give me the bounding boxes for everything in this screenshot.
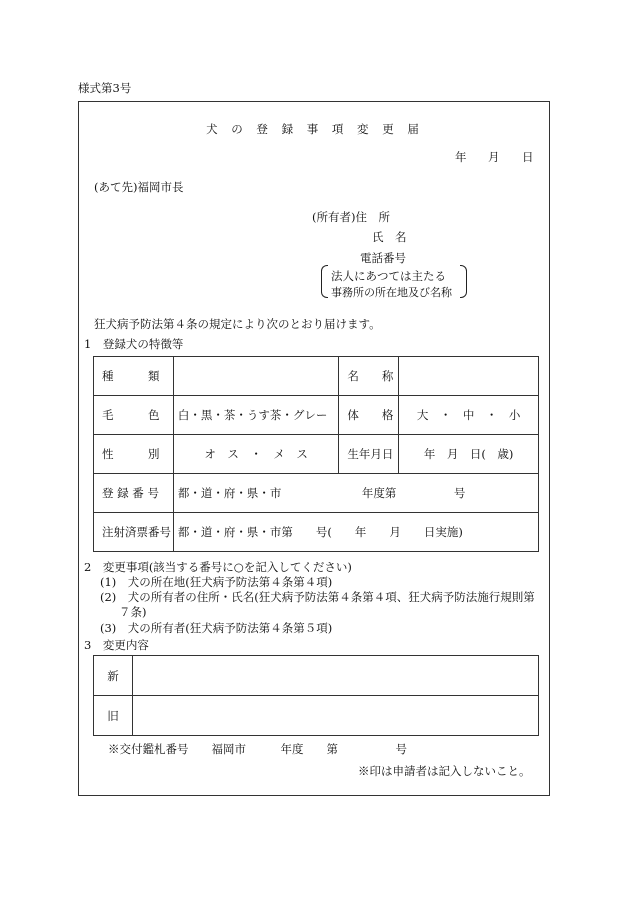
addressee: (あて先)福岡市長 — [94, 180, 184, 194]
footnote: ※印は申請者は記入しないこと。 — [358, 764, 531, 778]
body-size-label: 体 格 — [339, 396, 399, 435]
dog-name-value-cell[interactable] — [399, 357, 539, 396]
table-row — [94, 357, 539, 396]
table-row — [94, 474, 539, 513]
owner-name-label: 氏 名 — [372, 230, 407, 244]
injection-tag-value[interactable]: 都・道・府・県・市第 号( 年 月 日実施) — [173, 513, 538, 552]
change-item-1: (1) 犬の所在地(狂犬病予防法第４条第４項) — [100, 575, 333, 589]
owner-address-label: (所有者)住 所 — [312, 210, 390, 224]
date-month-label: 月 — [488, 150, 500, 164]
change-item-2-cont: ７条) — [119, 605, 147, 619]
body-size-options[interactable]: 大 ・ 中 ・ 小 — [399, 396, 539, 435]
table-row — [94, 435, 539, 474]
new-value-cell[interactable] — [133, 656, 539, 696]
corporation-note-line2: 事務所の所在地及び名称 — [331, 286, 452, 299]
table-row — [94, 396, 539, 435]
form-number: 様式第3号 — [78, 81, 132, 95]
breed-label: 種 類 — [94, 357, 174, 396]
section1-heading: 1 登録犬の特徴等 — [84, 337, 184, 351]
sex-label: 性 別 — [94, 435, 174, 474]
right-bracket — [460, 265, 467, 298]
dog-features-table — [93, 356, 539, 552]
coat-color-options[interactable]: 白・黒・茶・うす茶・グレー — [173, 396, 339, 435]
change-content-table — [93, 655, 539, 736]
section2-heading: 2 変更事項(該当する番号に○を記入してください) — [84, 560, 352, 574]
corporation-note-line1: 法人にあつては主たる — [331, 269, 446, 283]
tag-number-line: ※交付鑑札番号 福岡市 年度 第 号 — [108, 742, 407, 756]
breed-value-cell[interactable] — [173, 357, 339, 396]
sex-options[interactable]: オ ス ・ メ ス — [173, 435, 339, 474]
birthdate-value-cell[interactable]: 年 月 日( 歳) — [399, 435, 539, 474]
change-item-2: (2) 犬の所有者の住所・氏名(狂犬病予防法第４条第４項、狂犬病予防法施行規則第 — [100, 590, 535, 604]
left-bracket — [321, 265, 328, 298]
registration-number-label: 登 録 番 号 — [94, 474, 174, 513]
document-title: 犬 の 登 録 事 項 変 更 届 — [206, 122, 424, 136]
new-label: 新 — [94, 656, 133, 696]
change-item-3: (3) 犬の所有者(狂犬病予防法第４条第５項) — [100, 621, 333, 635]
old-label: 旧 — [94, 696, 133, 736]
table-row — [94, 656, 539, 696]
injection-tag-label: 注射済票番号 — [94, 513, 174, 552]
date-day-label: 日 — [522, 150, 534, 164]
registration-number-value[interactable]: 都・道・府・県・市 年度第 号 — [173, 474, 538, 513]
table-row — [94, 513, 539, 552]
date-year-label: 年 — [455, 150, 467, 164]
owner-tel-label: 電話番号 — [360, 251, 406, 265]
old-value-cell[interactable] — [133, 696, 539, 736]
birthdate-label: 生年月日 — [339, 435, 399, 474]
table-row — [94, 696, 539, 736]
intro-statement: 狂犬病予防法第４条の規定により次のとおり届けます。 — [94, 317, 381, 331]
coat-color-label: 毛 色 — [94, 396, 174, 435]
dog-name-label: 名 称 — [339, 357, 399, 396]
section3-heading: 3 変更内容 — [84, 638, 149, 652]
